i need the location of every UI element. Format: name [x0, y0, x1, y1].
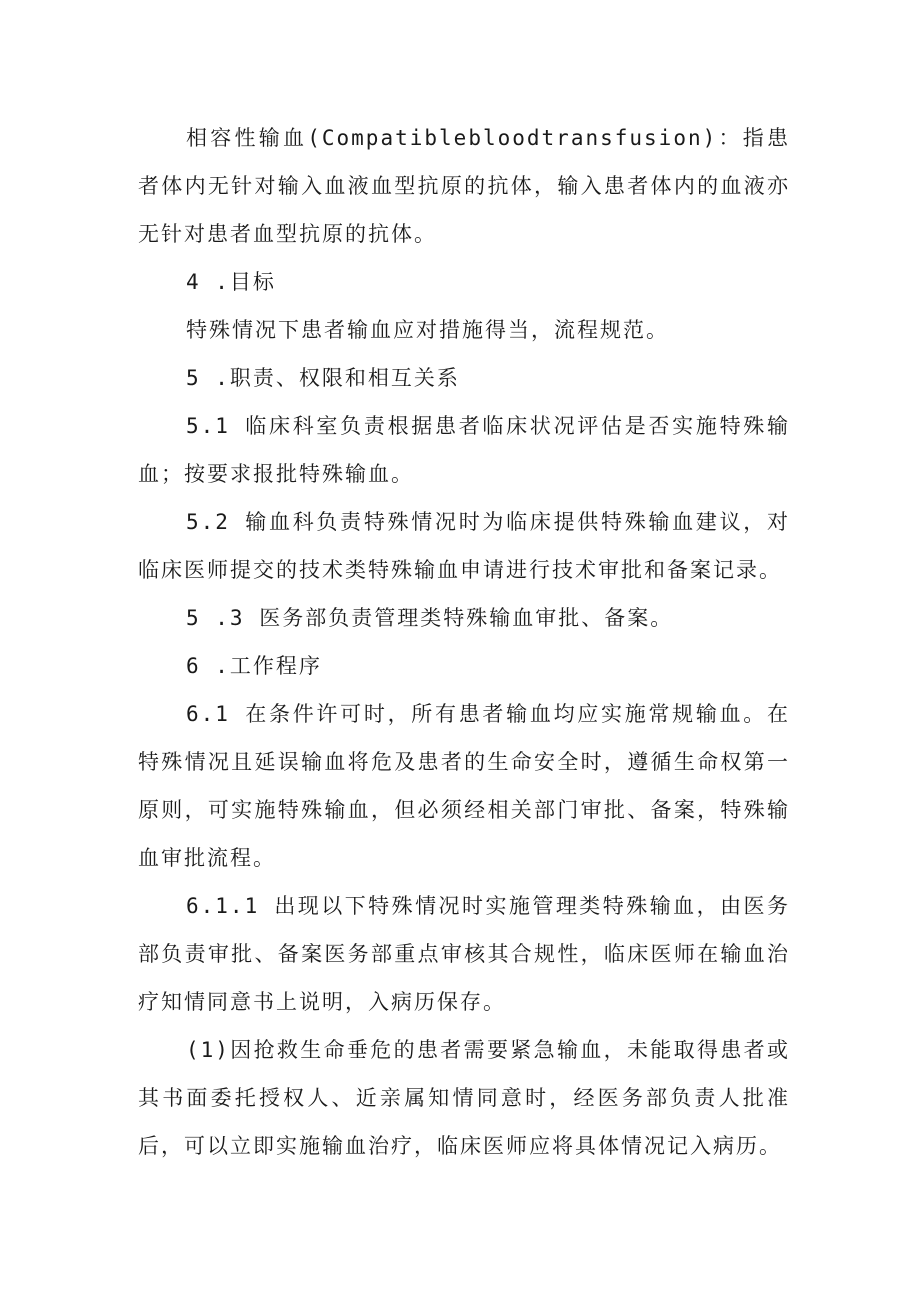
section-heading-procedure: 6 .工作程序 [186, 654, 322, 678]
section-heading-goal: 4 .目标 [186, 270, 276, 294]
paragraph-5-2: 5.2 输血科负责特殊情况时为临床提供特殊输血建议，对临床医师提交的技术类特殊输血申请进行技术审批和备案记录。 [138, 510, 790, 582]
paragraph-5-3: 5 .3 医务部负责管理类特殊输血审批、备案。 [186, 606, 674, 630]
paragraph-6-1: 6.1 在条件许可时，所有患者输血均应实施常规输血。在特殊情况且延误输血将危及患者的生命安全时，遵循生命权第一原则，可实施特殊输血，但必须经相关部门审批、备案，特殊输血审批流程。 [138, 702, 790, 870]
paragraph-5-1: 5.1 临床科室负责根据患者临床状况评估是否实施特殊输血；按要求报批特殊输血。 [138, 414, 790, 486]
paragraph-item-1: (1)因抢救生命垂危的患者需要紧急输血，未能取得患者或其书面委托授权人、近亲属知情同意时，经医务部负责人批准后，可以立即实施输血治疗，临床医师应将具体情况记入病历。 [138, 1038, 790, 1158]
paragraph-6-1-1: 6.1.1 出现以下特殊情况时实施管理类特殊输血，由医务部负责审批、备案医务部重点审核其合规性，临床医师在输血治疗知情同意书上说明，入病历保存。 [138, 894, 790, 1014]
document-body [138, 114, 790, 1170]
paragraph-goal: 特殊情况下患者输血应对措施得当，流程规范。 [186, 318, 669, 342]
section-heading-responsibilities: 5 .职责、权限和相互关系 [186, 366, 460, 390]
paragraph-definition: 相容性输血(Compatiblebloodtransfusion)：指患者体内无针对输入血液血型抗原的抗体，输入患者体内的血液亦无针对患者血型抗原的抗体。 [138, 126, 790, 246]
